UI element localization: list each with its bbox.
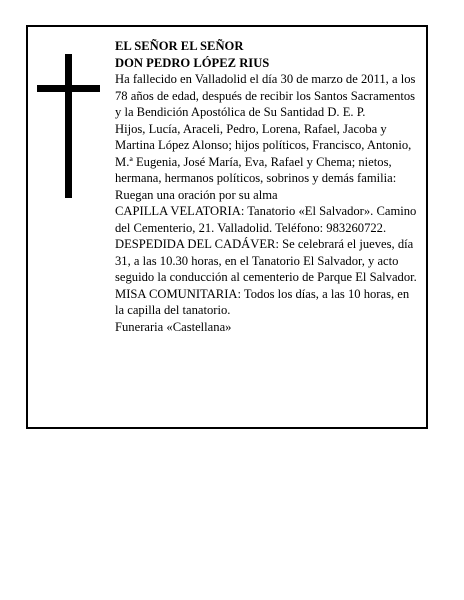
funeral-chapel-info: CAPILLA VELATORIA: Tanatorio «El Salvador». Camino del Cementerio, 21. Valladolid. Teléfono: 983260722. bbox=[115, 204, 417, 235]
funeral-home: Funeraria «Castellana» bbox=[115, 319, 232, 334]
death-announcement: Ha fallecido en Valladolid el día 30 de marzo de 2011, a los 78 años de edad, después de recibir los Santos Sacramentos y la Bendición Apostólica de Su Santidad D. E. P. bbox=[115, 72, 416, 119]
title-line-1: EL SEÑOR EL SEÑOR bbox=[115, 39, 244, 53]
obituary-text bbox=[115, 38, 420, 335]
latin-cross-icon bbox=[37, 54, 100, 198]
family-list: Hijos, Lucía, Araceli, Pedro, Lorena, Rafael, Jacoba y Martina López Alonso; hijos políticos, Francisco, Antonio, M.ª Eugenia, José María, Eva, Rafael y Chema; nietos, hermana, hermanos políticos, sobrinos y demás familia: bbox=[115, 121, 412, 185]
mass-info: MISA COMUNITARIA: Todos los días, a las 10 horas, en la capilla del tanatorio. bbox=[115, 286, 410, 317]
deceased-name: DON PEDRO LÓPEZ RIUS bbox=[115, 55, 270, 70]
farewell-info: DESPEDIDA DEL CADÁVER: Se celebrará el jueves, día 31, a las 10.30 horas, en el Tanatorio El Salvador, y acto seguido la conducción al cementerio de Parque El Salvador. bbox=[115, 237, 417, 284]
cross-vertical-bar bbox=[65, 54, 72, 198]
prayer-request: Ruegan una oración por su alma bbox=[115, 187, 278, 202]
cross-horizontal-bar bbox=[37, 85, 100, 92]
